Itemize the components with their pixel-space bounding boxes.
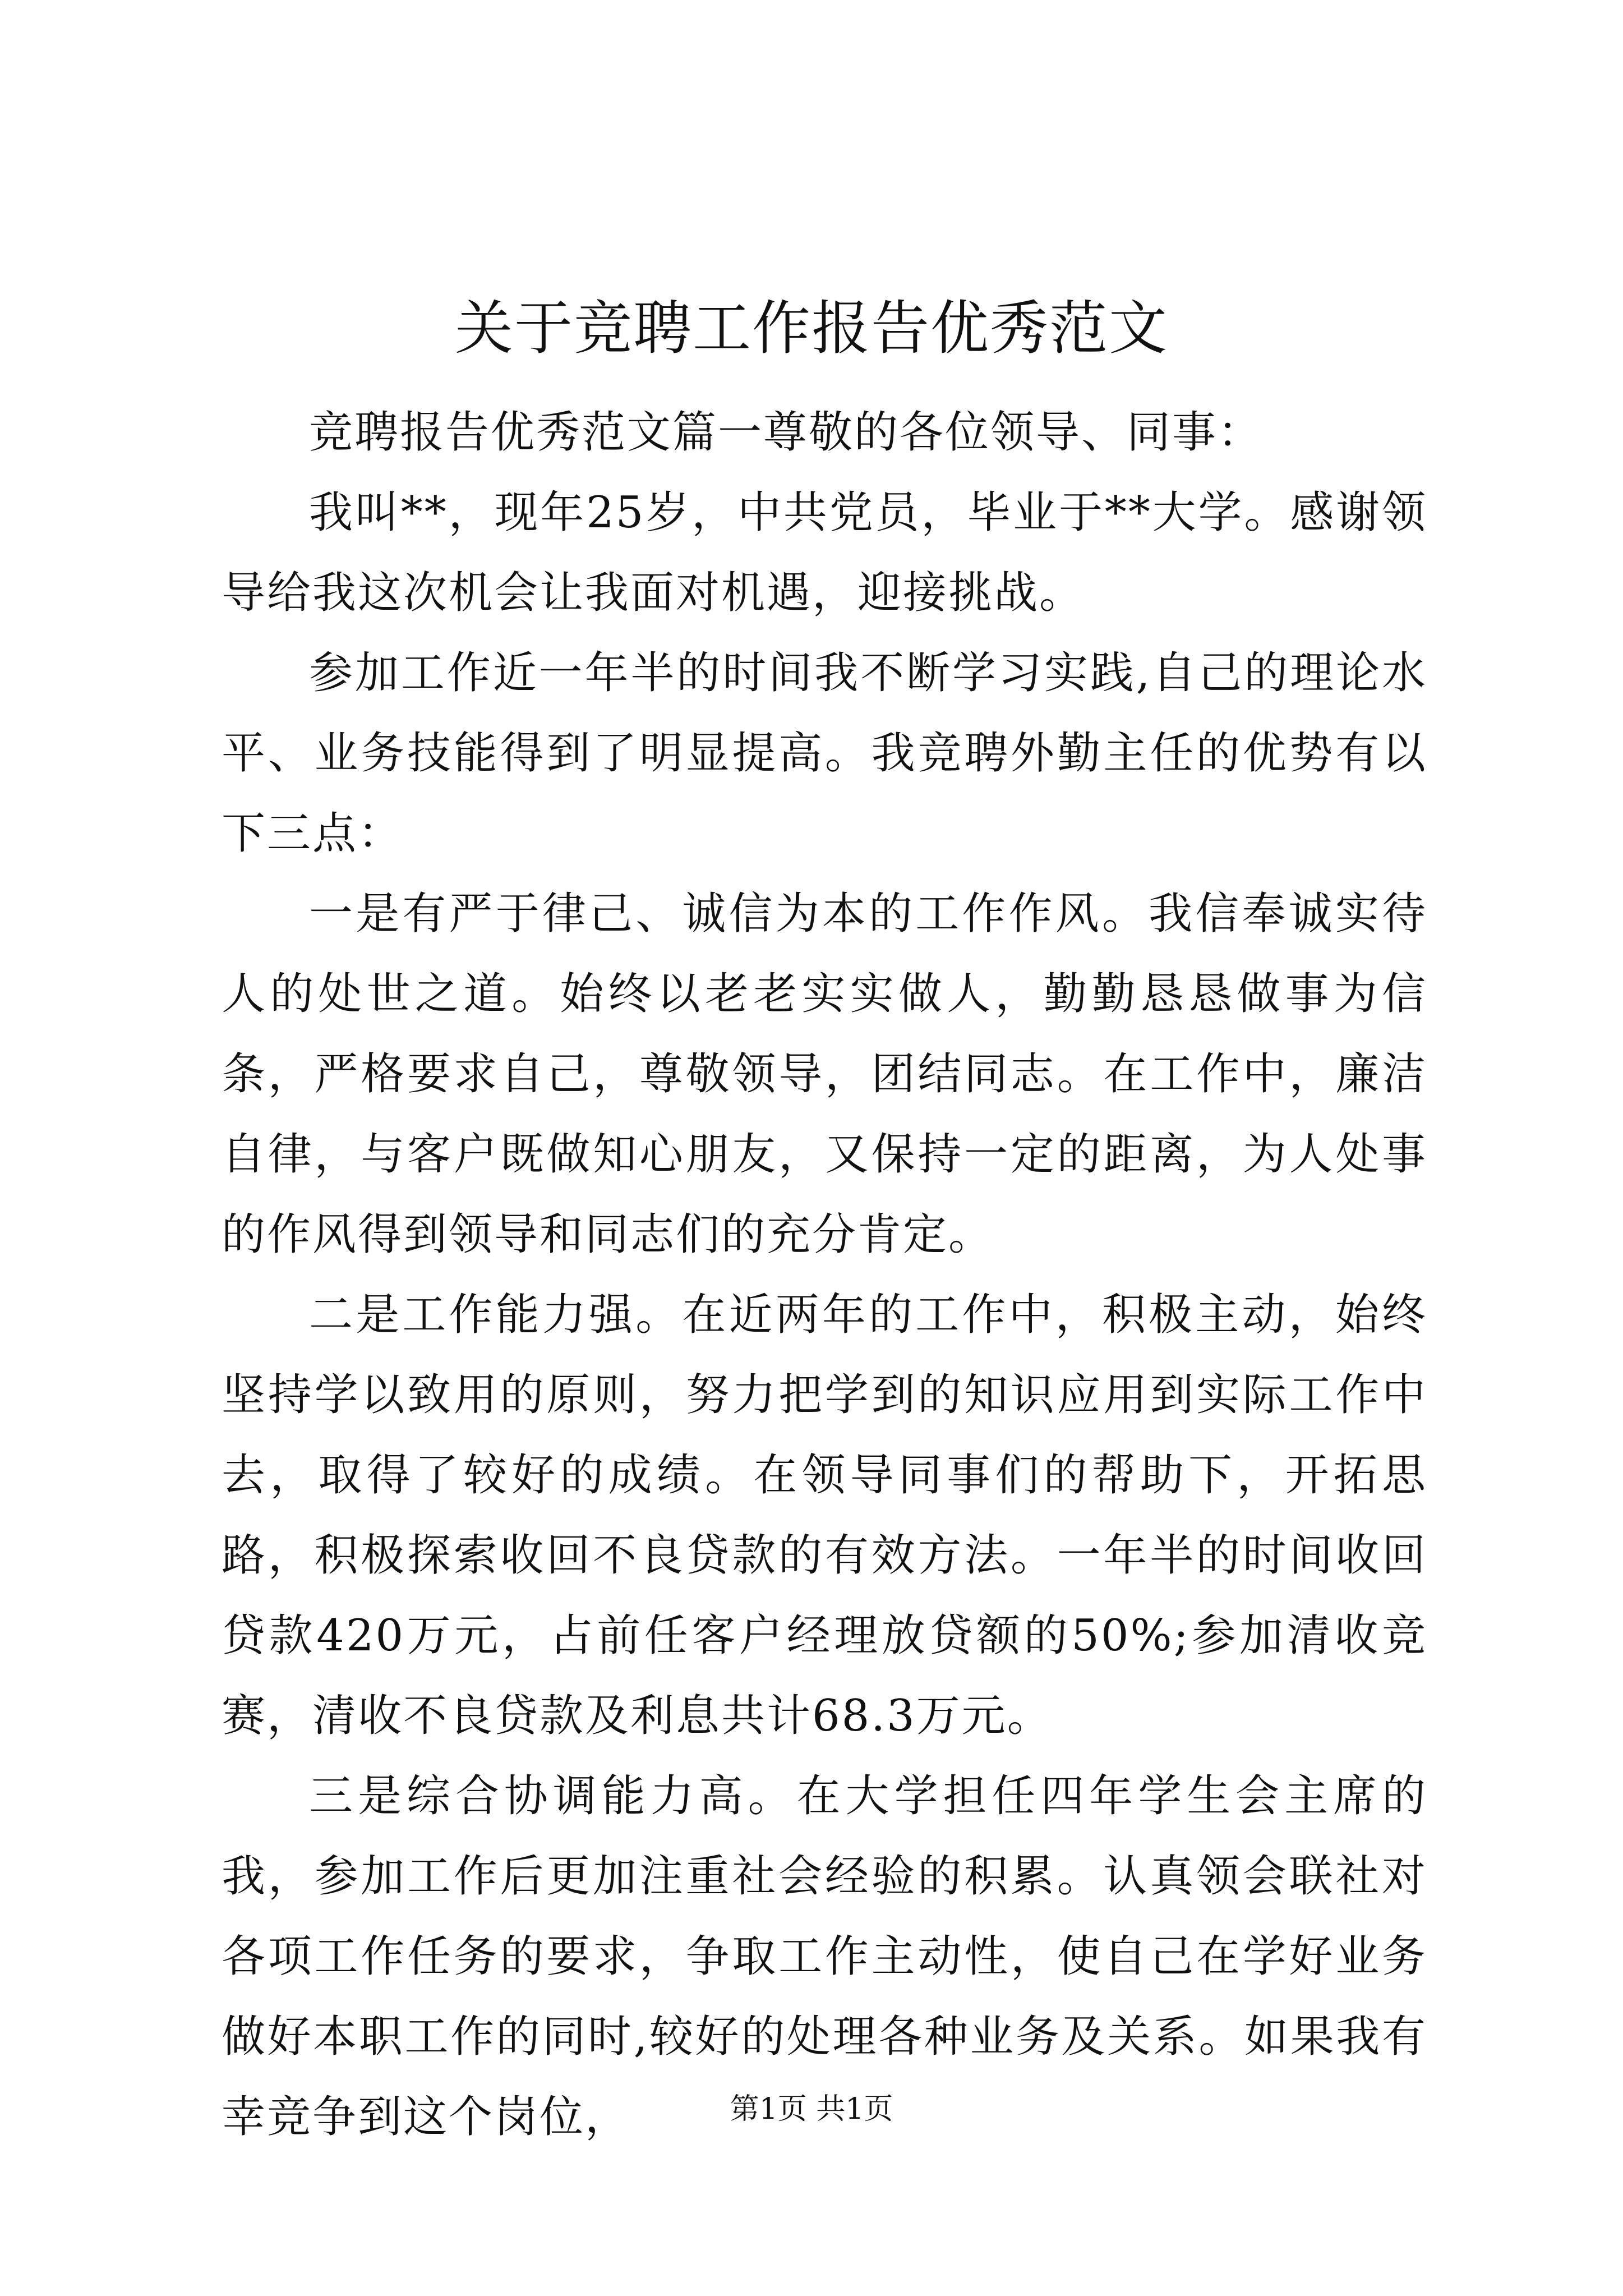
document-body xyxy=(222,393,1427,2157)
paragraph-salutation: 竞聘报告优秀范文篇一尊敬的各位领导、同事： xyxy=(309,407,1264,458)
paragraph-overview: 参加工作近一年半的时间我不断学习实践,自己的理论水平、业务技能得到了明显提高。我竞聘外勤主任的优势有以下三点： xyxy=(222,648,1427,859)
paragraph-introduction: 我叫**，现年25岁，中共党员，毕业于**大学。感谢领导给我这次机会让我面对机遇，迎接挑战。 xyxy=(222,487,1427,618)
document-title: 关于竞聘工作报告优秀范文 xyxy=(454,294,1168,362)
page-number: 第1页 共1页 xyxy=(730,2092,893,2126)
paragraph-point-one: 一是有严于律己、诚信为本的工作作风。我信奉诚实待人的处世之道。始终以老老实实做人，勤勤恳恳做事为信条，严格要求自己，尊敬领导，团结同志。在工作中，廉洁自律，与客户既做知心朋友，又保持一定的距离，为人处事的作风得到领导和同志们的充分肯定。 xyxy=(222,889,1427,1260)
paragraph-point-three: 三是综合协调能力高。在大学担任四年学生会主席的我，参加工作后更加注重社会经验的积累。认真领会联社对各项工作任务的要求，争取工作主动性，使自己在学好业务做好本职工作的同时,较好的处理各种业务及关系。如果我有幸竞争到这个岗位， xyxy=(222,1771,1427,2142)
paragraph-point-two: 二是工作能力强。在近两年的工作中，积极主动，始终坚持学以致用的原则，努力把学到的知识应用到实际工作中去，取得了较好的成绩。在领导同事们的帮助下，开拓思路，积极探索收回不良贷款的有效方法。一年半的时间收回贷款420万元，占前任客户经理放贷额的50%;参加清收竞赛，清收不良贷款及利息共计68.3万元。 xyxy=(222,1290,1427,1741)
